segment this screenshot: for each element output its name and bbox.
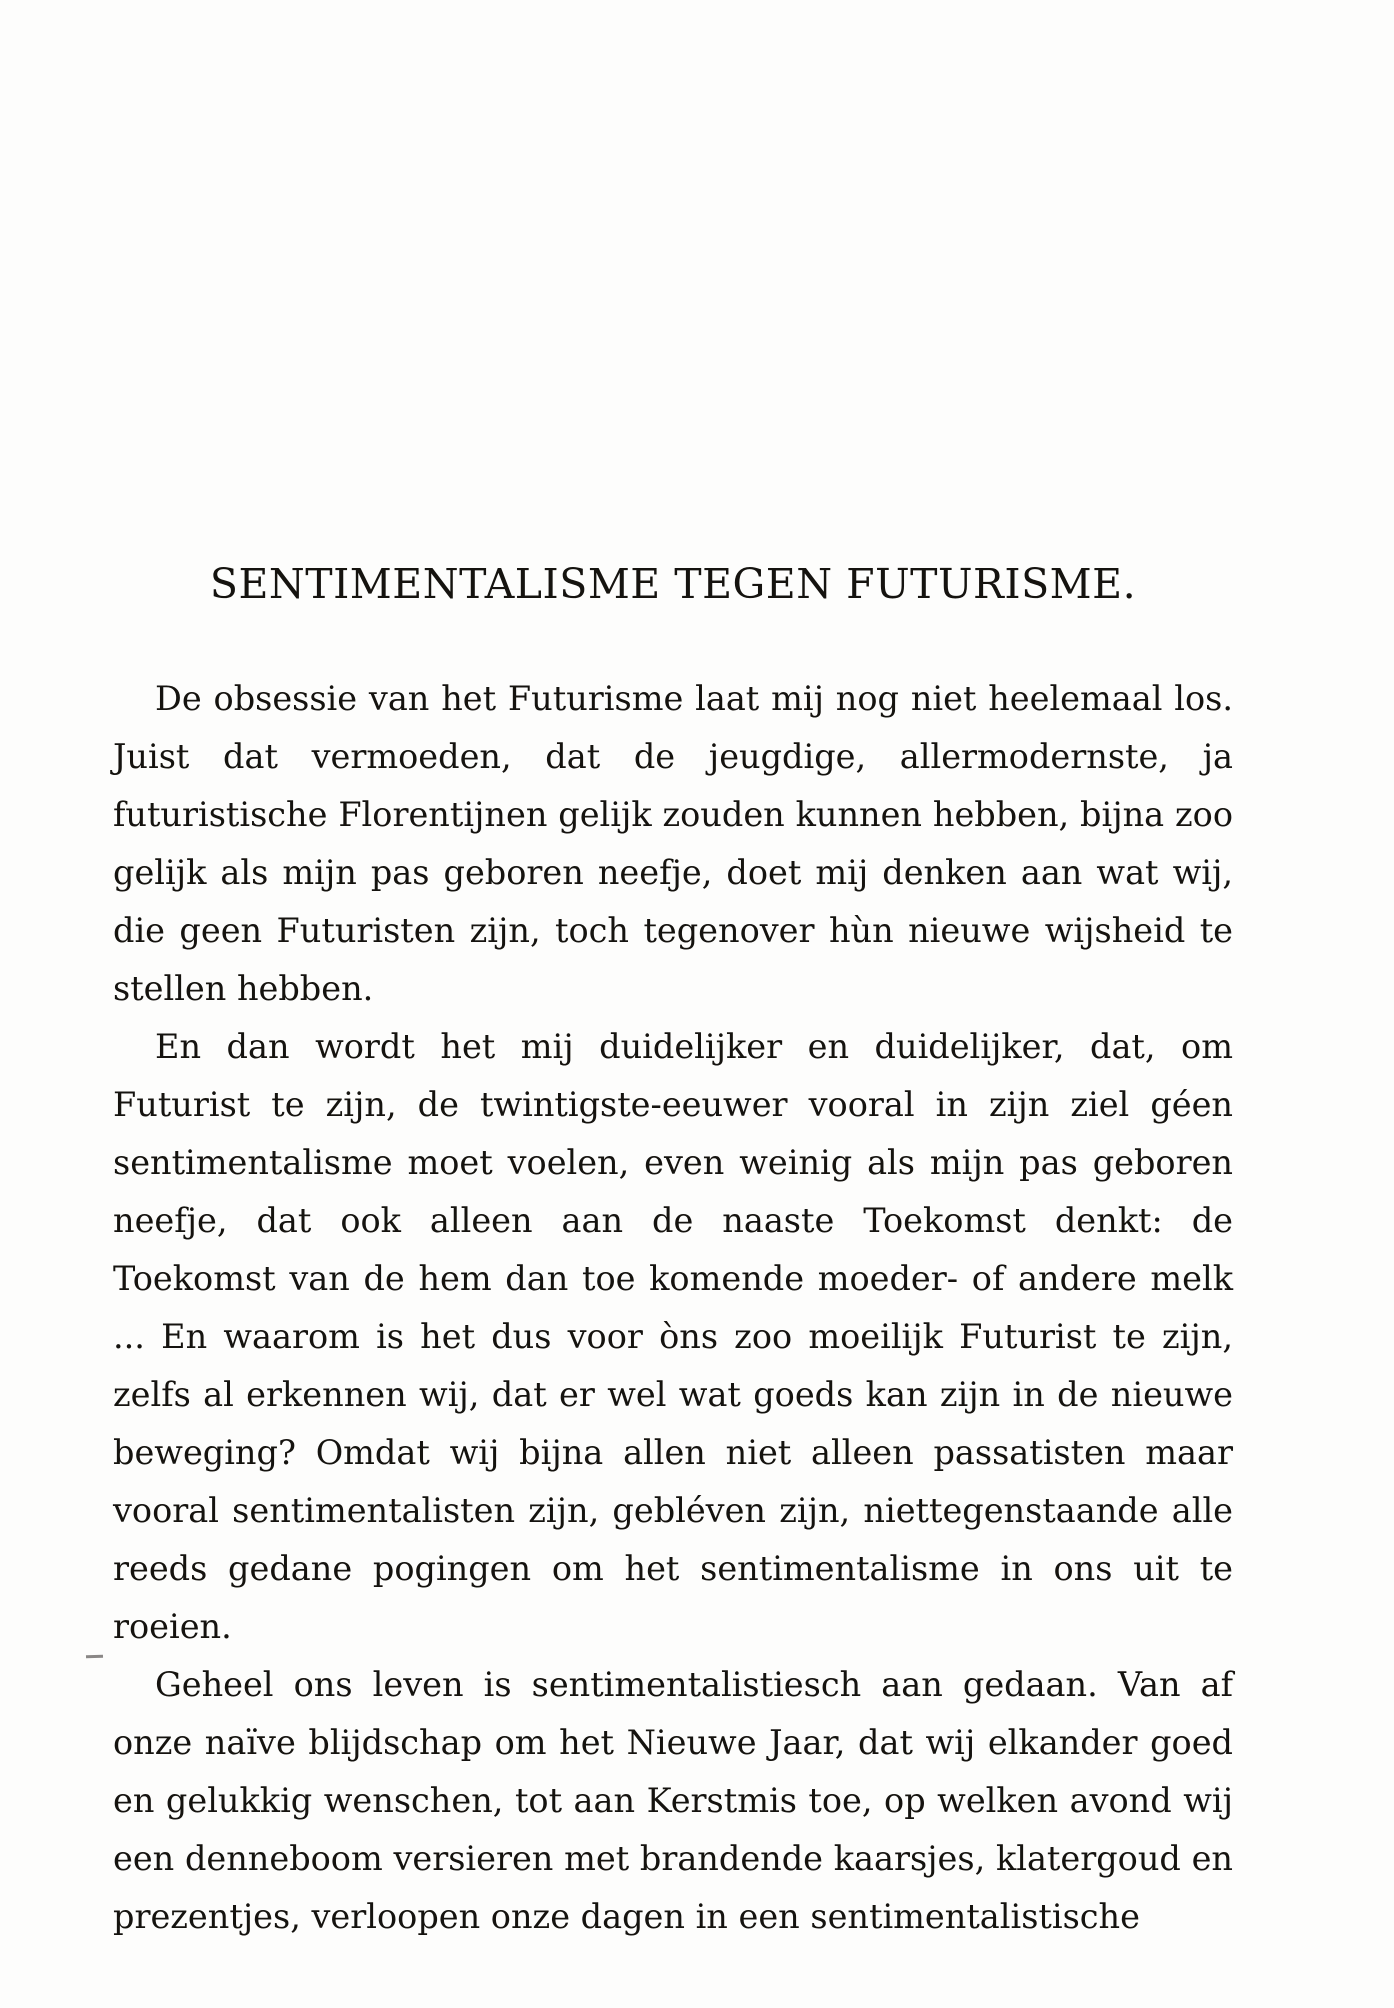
paragraph-2: En dan wordt het mij duidelijker en duidelijker, dat, om Futurist te zijn, de twintigste-eeuwer vooral in zijn ziel géen sentimentalisme moet voelen, even weinig als mijn pas geboren neefje, dat ook alleen aan de naaste Toekomst denkt: de Toekomst van de hem dan toe komende moeder- of andere melk ... En waarom is het dus voor òns zoo moeilijk Futurist te zijn, zelfs al erkennen wij, dat er wel wat goeds kan zijn in de nieuwe beweging? Omdat wij bijna allen niet alleen passatisten maar vooral sentimentalisten zijn, gebléven zijn, niettegenstaande alle reeds gedane pogingen om het sentimentalisme in ons uit te roeien.	[113, 1027, 1233, 1646]
page-title: SENTIMENTALISME TEGEN FUTURISME.	[209, 560, 1137, 608]
paragraph-1: De obsessie van het Futurisme laat mij nog niet heelemaal los. Juist dat vermoeden, dat de jeugdige, allermodernste, ja futuristische Florentijnen gelijk zouden kunnen hebben, bijna zoo gelijk als mijn pas geboren neefje, doet mij denken aan wat wij, die geen Futuristen zijn, toch tegenover hùn nieuwe wijsheid te stellen hebben.	[113, 679, 1233, 1008]
paragraph-3: Geheel ons leven is sentimentalistiesch aan gedaan. Van af onze naïve blijdschap om het Nieuwe Jaar, dat wij elkander goed en gelukkig wenschen, tot aan Kerstmis toe, op welken avond wij een denneboom versieren met brandende kaarsjes, klatergoud en prezentjes, verloopen onze dagen in een sentimentalistische	[113, 1665, 1233, 1936]
text-column	[113, 560, 1233, 1946]
margin-stray-mark	[86, 1655, 103, 1659]
body-text	[113, 670, 1233, 1946]
